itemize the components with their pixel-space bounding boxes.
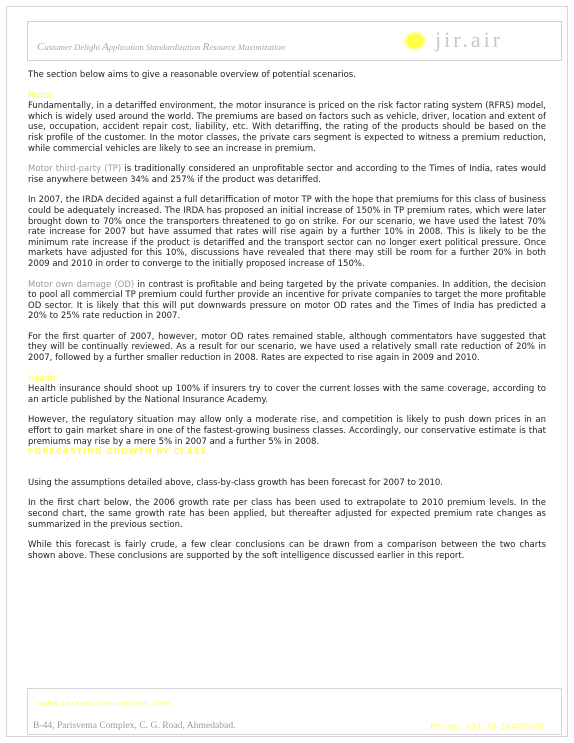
forecast-paragraph-2: In the first chart below, the 2006 growth rate per class has been used to extrapolate to 2010 premium levels. In the second chart, the same growth rate has been applied, but thereafter adjusted for expected premium rate changes as summarized in the previous section.: [28, 498, 546, 530]
motor-paragraph: Fundamentally, in a detariffed environment, the motor insurance is priced on the risk factor rating system (RFRS) model, which is widely used around the world. The premiums are based on factors such as vehicle, driver, location and extent of use, occupation, accident repair cost, liability, etc. With detariffing, the rating of the products should be based on the risk profile of the customer. In the motor classes, the private cars segment is expected to witness a premium reduction, while commercial vehicles are likely to see an increase in premium.: [28, 101, 546, 154]
footer-website-link[interactable]: www.carservicessupplies.com: [38, 699, 171, 708]
motor-od-detail-paragraph: For the first quarter of 2007, however, motor OD rates remained stable, although commentators have suggested that they will be continually reviewed. As a result for our scenario, we have used a relatively small rate reduction of 20% in 2007, followed by a further smaller reduction in 2008. Rates are expected to rise again in 2009 and 2010.: [28, 331, 546, 364]
tagline-cap-3: R: [202, 41, 210, 53]
section-heading-health: Health: [28, 373, 56, 384]
motor-tp-detail-paragraph: In 2007, the IRDA decided against a full detariffication of motor TP with the hope that premiums for this class of business could be adequately increased. The IRDA has proposed an initial increase of 150% in TP premium rates, which were later brought down to 70% once the transporters threatened to go on strike. For our scenario, we have used the latest 70% rate increase for 2007 but have assumed that rates will rise again by a further 10% in 2008. This is likely to be the minimum rate increase if the product is detariffed and the transport sector can no longer exert political pressure. Once markets have adjusted for this 10%, discussions have revealed that there may still be room for a further 20% in both 2009 and 2010 in order to converge to the initially proposed increase of 150%.: [28, 195, 546, 269]
motor-tp-paragraph: [28, 164, 546, 185]
logo-wordmark: jir.air: [435, 27, 504, 52]
footer-phone: Phone: +91-79-26400000: [430, 722, 545, 731]
tagline-word-3: esource Maximization: [209, 42, 286, 52]
footer-address: B-44, Parisvema Complex, C. G. Road, Ahmedabad.: [33, 720, 236, 731]
company-tagline: [37, 41, 285, 53]
motor-od-text: in contrast is profitable and being targeted by the private companies. In addition, the decision to pool all commercial TP premium could further provide an incentive for private companies to target the more profitable OD sector. It is likely that this will put downwards pressure on motor OD rates and the Times of India has predicted a 20% to 25% rate reduction in 2007.: [28, 279, 546, 322]
tagline-cap-1: C: [37, 41, 45, 53]
tagline-cap-2: A: [102, 41, 109, 53]
forecast-paragraph-1: Using the assumptions detailed above, class-by-class growth has been forecast for 2007 to 2010.: [28, 477, 444, 488]
tagline-word-2: pplication Standardization: [108, 42, 203, 52]
intro-paragraph: The section below aims to give a reasonable overview of potential scenarios.: [28, 70, 356, 80]
motor-od-paragraph: [28, 280, 546, 322]
motor-tp-term: Motor third-party (TP): [28, 164, 122, 175]
document-body: [28, 70, 546, 561]
section-heading-motor: Motor: [28, 90, 53, 101]
health-paragraph-1: Health insurance should shoot up 100% if insurers try to cover the current losses with the same coverage, according to an article published by the National Insurance Academy.: [28, 384, 546, 405]
forecast-paragraph-3: While this forecast is fairly crude, a few clear conclusions can be drawn from a comparison between the two charts shown above. These conclusions are supported by the soft intelligence discussed earlier in this report.: [28, 540, 546, 561]
section-heading-forecast: FORECASTING GROWTH BY CLASS: [28, 447, 208, 457]
letterhead-header: [27, 21, 562, 61]
sun-icon: [403, 31, 427, 51]
company-logo: [403, 27, 553, 57]
health-paragraph-2: However, the regulatory situation may allow only a moderate rise, and competition is likely to push down prices in an effort to gain market share in one of the fastest-growing business classes. Accordingly, our conservative estimate is that premiums may rise by a mere 5% in 2007 and a further 5% in 2008.: [28, 415, 546, 447]
motor-tp-text: is traditionally considered an unprofitable sector and according to the Times of India, rates would rise anywhere between 34% and 257% if the product was detariffed.: [28, 164, 546, 185]
tagline-word-1: ustomer Delight: [44, 42, 103, 52]
motor-od-term: Motor own damage (OD): [28, 279, 135, 290]
letterhead-footer: [27, 688, 562, 735]
